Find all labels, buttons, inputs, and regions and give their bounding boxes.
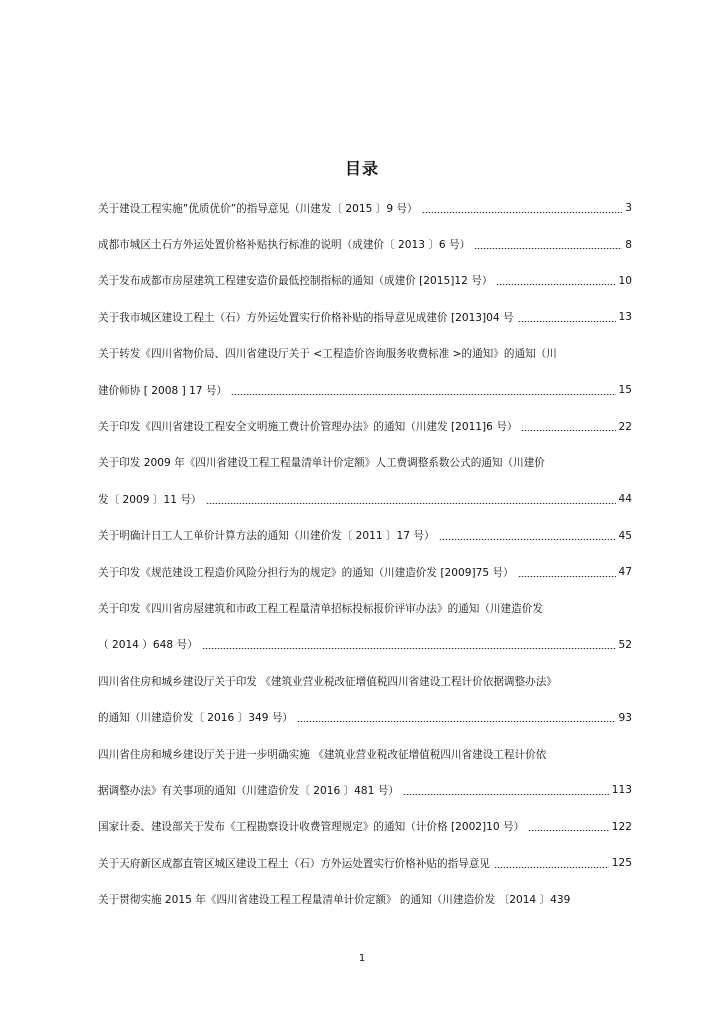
toc-entry[interactable]: [98, 663, 632, 699]
toc-entry-page: 44: [618, 493, 632, 506]
dot-leader: [528, 830, 609, 831]
toc-entry-text: 发〔 2009 〕11 号）: [98, 493, 202, 506]
toc-entry-page: 3: [625, 202, 632, 215]
toc-entry[interactable]: [98, 772, 632, 808]
page-number: 1: [358, 953, 366, 964]
toc-entry[interactable]: [98, 226, 632, 262]
toc-entry-page: 10: [618, 274, 632, 287]
dot-leader: [518, 321, 616, 322]
toc-entry-page: 45: [618, 529, 632, 542]
toc-entry-page: 113: [611, 784, 632, 797]
toc-entry-text: 关于天府新区成都直管区城区建设工程土（石）方外运处置实行价格补贴的指导意见: [98, 857, 490, 870]
toc-entry-text: 成都市城区土石方外运处置价格补贴执行标准的说明（成建价〔 2013 〕6 号）: [98, 239, 471, 252]
toc-entry[interactable]: [98, 809, 632, 845]
toc-entry[interactable]: [98, 336, 632, 372]
toc-entry[interactable]: [98, 408, 632, 444]
toc-entry-text: 关于建设工程实施”优质优价”的指导意见（川建发〔 2015 〕9 号）: [98, 202, 418, 215]
dot-leader: [297, 721, 616, 722]
toc-entry-text: （ 2014 ）648 号）: [98, 639, 198, 652]
toc-entry-text: 四川省住房和城乡建设厅关于印发 《建筑业营业税改征增值税四川省建设工程计价依据调整办法》: [98, 675, 557, 688]
toc-entry[interactable]: [98, 881, 632, 917]
toc-entry-text: 关于印发 2009 年《四川省建设工程工程量清单计价定额》人工费调整系数公式的通知（川建价: [98, 457, 545, 470]
toc-entry-page: 13: [618, 311, 632, 324]
toc-entry[interactable]: [98, 299, 632, 335]
toc-entry[interactable]: [98, 699, 632, 735]
dot-leader: [474, 248, 622, 249]
toc-entry-text: 据调整办法》有关事项的通知（川建造价发〔 2016 〕481 号）: [98, 784, 399, 797]
toc-entry[interactable]: [98, 845, 632, 881]
toc-entry-text: 关于印发《四川省建设工程安全文明施工费计价管理办法》的通知（川建发 [2011]6 号）: [98, 421, 518, 434]
dot-leader: [439, 539, 616, 540]
toc-entry-text: 四川省住房和城乡建设厅关于进一步明确实施 《建筑业营业税改征增值税四川省建设工程计价依: [98, 748, 547, 761]
toc-entry[interactable]: [98, 627, 632, 663]
toc-entry-page: 8: [625, 238, 632, 251]
toc-entry-text: 关于转发《四川省物价局、四川省建设厅关于 <工程造价咨询服务收费标准 >的通知》的通知（川: [98, 348, 557, 361]
table-of-contents: [98, 190, 632, 918]
toc-entry[interactable]: [98, 518, 632, 554]
toc-entry-text: 关于印发《规范建设工程造价风险分担行为的规定》的通知（川建造价发 [2009]75 号）: [98, 566, 514, 579]
toc-entry-page: 22: [618, 420, 632, 433]
toc-entry-page: 125: [611, 857, 632, 870]
toc-entry-text: 关于明确计日工人工单价计算方法的通知（川建价发〔 2011 〕17 号）: [98, 530, 435, 543]
toc-entry-text: 国家计委、建设部关于发布《工程勘察设计收费管理规定》的通知（计价格 [2002]10 号）: [98, 821, 525, 834]
toc-entry-text: 关于印发《四川省房屋建筑和市政工程工程量清单招标投标报价评审办法》的通知（川建造价发: [98, 602, 543, 615]
toc-entry[interactable]: [98, 736, 632, 772]
toc-entry-page: 52: [618, 638, 632, 651]
toc-entry-text: 的通知（川建造价发〔 2016 〕349 号）: [98, 712, 294, 725]
toc-entry[interactable]: [98, 445, 632, 481]
toc-entry-text: 关于我市城区建设工程土（石）方外运处置实行价格补贴的指导意见成建价 [2013]04 号: [98, 311, 514, 324]
toc-entry[interactable]: [98, 190, 632, 226]
toc-entry-page: 15: [618, 384, 632, 397]
dot-leader: [202, 648, 616, 649]
toc-entry[interactable]: [98, 372, 632, 408]
toc-entry[interactable]: [98, 590, 632, 626]
dot-leader: [521, 430, 615, 431]
toc-entry[interactable]: [98, 481, 632, 517]
toc-entry-text: 建价师协 [ 2008 ] 17 号）: [98, 384, 228, 397]
dot-leader: [206, 503, 616, 504]
dot-leader: [403, 794, 609, 795]
dot-leader: [496, 284, 615, 285]
toc-entry-text: 关于发布成都市房屋建筑工程建安造价最低控制指标的通知（成建价 [2015]12 号）: [98, 275, 493, 288]
toc-entry-page: 93: [618, 711, 632, 724]
dot-leader: [231, 394, 615, 395]
toc-title: 目录: [344, 159, 379, 178]
dot-leader: [422, 212, 623, 213]
dot-leader: [494, 867, 609, 868]
toc-entry[interactable]: [98, 554, 632, 590]
toc-entry-page: 47: [618, 566, 632, 579]
toc-entry[interactable]: [98, 263, 632, 299]
toc-entry-page: 122: [611, 820, 632, 833]
dot-leader: [518, 576, 616, 577]
toc-entry-text: 关于贯彻实施 2015 年《四川省建设工程工程量清单计价定额》 的通知（川建造价发 〔2014 〕439: [98, 894, 571, 907]
